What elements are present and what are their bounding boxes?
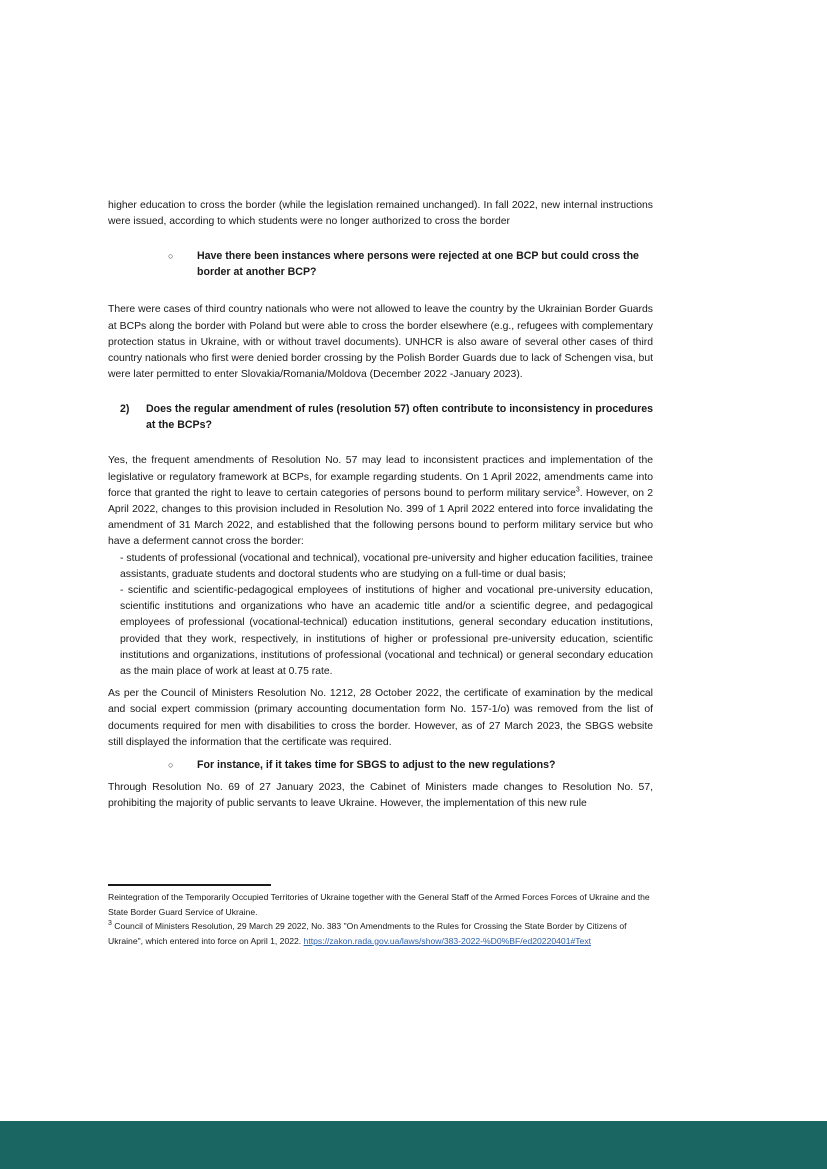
paragraph-through: Through Resolution No. 69 of 27 January 2023, the Cabinet of Ministers made changes to Resolution No. 57, prohibiting the majority of public servants to leave Ukraine. However, the implementation of this new rule <box>108 782 653 810</box>
circle-bullet-icon: ○ <box>168 251 174 262</box>
paragraph-council: As per the Council of Ministers Resolution No. 1212, 28 October 2022, the certificate of examination by the medical and social expert commission (primary accounting documentation form No. 157-1/o) was removed from the list of documents required for men with disabilities to cross the border. However, as of 27 March 2023, the SBGS website still displayed the information that the certificate was required. <box>108 688 653 748</box>
question-2 <box>120 401 653 433</box>
footnote-link[interactable]: https://zakon.rada.gov.ua/laws/show/383-2022-%D0%BF/ed20220401#Text <box>303 935 592 946</box>
deferment-list <box>120 551 653 681</box>
footnotes <box>108 890 653 948</box>
list-item: - scientific and scientific-pedagogical employees of institutions of higher and vocational pre-university education, scientific institutions and organizations who have an academic title and/or a scientific degree, and pedagogical employees of professional (vocational-technical) education institutions, general secondary education institutions, provided that they work, respectively, in institutions of higher or professional pre-university education, scientific institutions and organizations, institutions of professional (vocational and technical) or general secondary education as the main place of work at least at 0.75 rate. <box>120 585 653 678</box>
list-item: - students of professional (vocational and technical), vocational pre-university and higher education facilities, trainee assistants, graduate students and doctoral students who are studying on a full-time or dual basis; <box>120 552 653 580</box>
footnote-3 <box>108 919 653 948</box>
footer-band <box>0 1121 827 1169</box>
sub-question-bcp-rejection <box>168 248 653 280</box>
question-number: 2) <box>120 403 130 416</box>
paragraph-intro: higher education to cross the border (while the legislation remained unchanged). In fall 2022, new internal instructions were issued, according to which students were no longer authorized to cross the border <box>108 200 653 228</box>
footnote-text: Council of Ministers Resolution, 29 March 29 2022, No. 383 "On Amendments to the Rules for Crossing the State Border by Citizens of Ukraine", which entered into force on April 1, 2022. <box>108 921 627 946</box>
footnote-separator <box>108 884 271 886</box>
paragraph-text-a: Yes, the frequent amendments of Resolution No. 57 may lead to inconsistent practices and implementation of the legislative or regulatory framework at BCPs, for example regarding students. On 1 April 2022, amendments came into force that granted the right to leave to certain categories of persons bound to perform military service <box>108 455 653 499</box>
paragraph-cases: There were cases of third country nationals who were not allowed to leave the country by the Ukrainian Border Guards at BCPs along the border with Poland but were able to cross the border elsewhere (e.g., refugees with complementary protection status in Ukraine, with or without travel documents). UNHCR is also aware of several other cases of third country nationals who first were denied border crossing by the Polish Border Guards due to lack of Schengen visa, but were later permitted to enter Slovakia/Romania/Moldova (December 2022 -January 2023). <box>108 304 653 381</box>
circle-bullet-icon: ○ <box>168 760 174 771</box>
question-text: Does the regular amendment of rules (resolution 57) often contribute to inconsistency in procedures at the BCPs? <box>146 403 653 432</box>
paragraph-resolution-57 <box>108 453 653 550</box>
document-body <box>108 198 653 812</box>
sub-question-text: For instance, if it takes time for SBGS to adjust to the new regulations? <box>197 759 556 772</box>
footnote-continued: Reintegration of the Temporarily Occupied Territories of Ukraine together with the General Staff of the Armed Forces Forces of Ukraine and the State Border Guard Service of Ukraine. <box>108 892 650 917</box>
sub-question-sbgs-adjust <box>168 757 653 773</box>
paragraph-text-b: . However, on 2 April 2022, changes to this provision included in Resolution No. 399 of 1 April 2022 entered into force invalidating the amendment of 31 March 2022, and established that the following persons bound to perform military service but who have a deferment cannot cross the border: <box>108 487 653 548</box>
footnote-ref-3: 3 <box>575 486 580 494</box>
footnote-number: 3 <box>108 920 112 928</box>
sub-question-text: Have there been instances where persons were rejected at one BCP but could cross the border at another BCP? <box>197 250 639 279</box>
